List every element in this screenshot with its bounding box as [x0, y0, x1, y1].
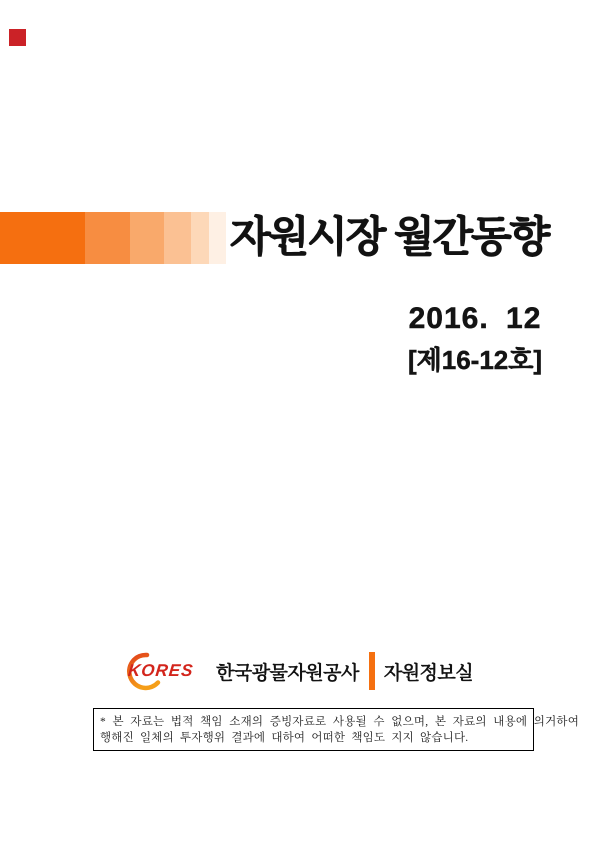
- gradient-segment: [85, 212, 130, 264]
- page-title: 자원시장 월간동향: [230, 213, 549, 260]
- disclaimer-box: [93, 708, 580, 751]
- gradient-segment: [0, 212, 85, 264]
- orange-divider: [369, 652, 375, 690]
- publisher-row: [116, 650, 473, 692]
- kores-logo: [116, 650, 210, 692]
- org-name: 한국광물자원공사: [216, 662, 359, 684]
- issue-date: 2016. 12: [408, 302, 542, 335]
- disclaimer-line-1: * 본 자료는 법적 책임 소재의 증빙자료로 사용될 수 없으며, 본 자료의 내용에 의거하여: [100, 716, 580, 728]
- disclaimer-line-2: 행해진 일체의 투자행위 결과에 대하여 어떠한 책임도 지지 않습니다.: [100, 732, 469, 744]
- gradient-segment: [191, 212, 209, 264]
- title-bar-gradient: [0, 212, 226, 264]
- gradient-segment: [209, 212, 226, 264]
- gradient-segment: [130, 212, 164, 264]
- kores-logo-text: KORES: [127, 661, 195, 680]
- gradient-segment: [164, 212, 191, 264]
- issue-number: [제16-12호]: [407, 345, 543, 375]
- dept-name: 자원정보실: [383, 662, 474, 684]
- red-corner-marker: [9, 29, 26, 46]
